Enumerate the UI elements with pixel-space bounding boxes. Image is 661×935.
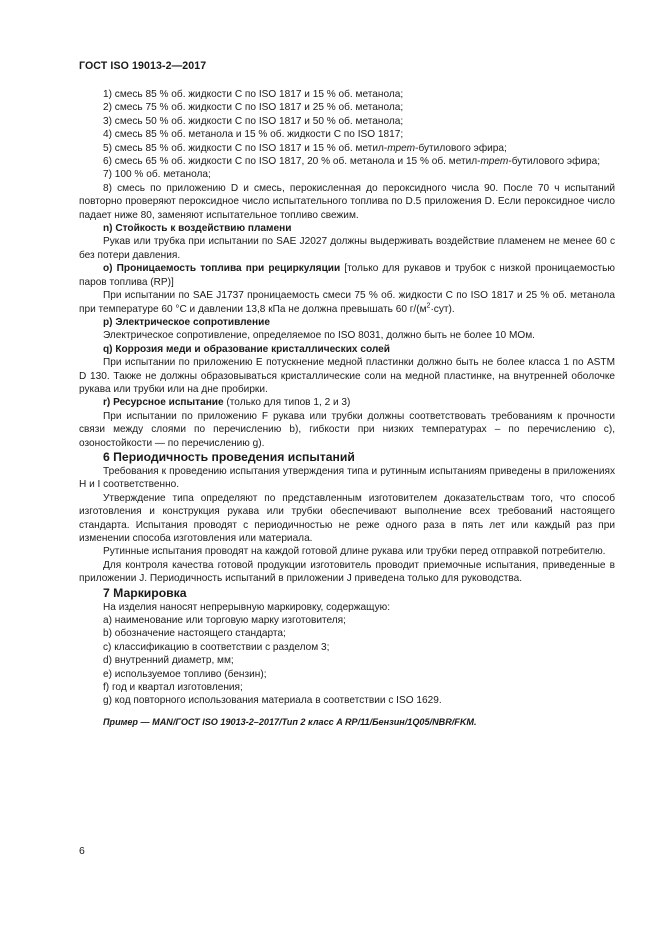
section-7-title: 7 Маркировка	[103, 585, 187, 600]
subsection-heading-line	[79, 262, 615, 289]
subsection-heading-note: [только для рукавов и трубок с низкой проницаемостью паров топлива (RP)]	[79, 263, 615, 288]
list-item-text: 5) смесь 85 % об. жидкости С по ISO 1817 и 15 % об. метил-	[103, 142, 388, 154]
list-item-text: -бутилового эфира;	[415, 142, 507, 154]
list-item: 7) 100 % об. метанола;	[103, 169, 211, 181]
paragraph: При испытании по приложению F рукава или трубки должны соответствовать требованиям к прочности связи между слоями по перечислению b), гибкости при низких температурах – по перечислению с), озоностойкости — по перечислению g).	[79, 410, 615, 449]
paragraph: При испытании по приложению Е потускнение медной пластинки должно быть не более класса 1 по ASTM D 130. Также не должны образовываться кристаллические соли на медной пластинке, на внутренней оболочке рукава или трубки или на дне пробирки.	[79, 357, 615, 395]
paragraph: Требования к проведению испытания утверждения типа и рутинным испытаниям приведены в приложениях Н и I соответственно.	[79, 465, 615, 491]
subsection-heading: p) Электрическое сопротивление	[103, 316, 270, 328]
list-item	[79, 142, 615, 155]
superscript: 2	[426, 302, 431, 310]
paragraph-text: При испытании по SAE J1737 проницаемость смеси 75 % об. жидкости С по ISO 1817 и 25 % об. метанола при температуре 60 °С и давлении 13,8 кПа не должна превышать 60 г/(м	[79, 290, 615, 315]
list-item: 2) смесь 75 % об. жидкости С по ISO 1817 и 25 % об. метанола;	[103, 102, 404, 114]
list-item: b) обозначение настоящего стандарта;	[103, 628, 286, 640]
section-6-title: 6 Периодичность проведения испытаний	[103, 449, 355, 464]
subsection-heading-line	[79, 396, 615, 409]
list-item: d) внутренний диаметр, мм;	[103, 655, 234, 667]
subsection-heading: o) Проницаемость топлива при рециркуляции	[103, 263, 341, 275]
list-item: 1) смесь 85 % об. жидкости С по ISO 1817 и 15 % об. метанола;	[103, 89, 404, 100]
paragraph-text: ·сут).	[430, 303, 455, 315]
list-item: f) год и квартал изготовления;	[103, 682, 243, 694]
list-item	[79, 155, 615, 168]
list-item: 4) смесь 85 % об. метанола и 15 % об. жидкости С по ISO 1817;	[103, 129, 404, 141]
page-header: ГОСТ ISO 19013-2—2017	[79, 60, 207, 72]
italic-term: трет	[480, 156, 509, 168]
paragraph: Рукав или трубка при испытании по SAE J2027 должны выдерживать воздействие пламенем не менее 60 с без потери давления.	[79, 236, 615, 261]
paragraph: Электрическое сопротивление, определяемое по ISO 8031, должно быть не более 10 МОм.	[103, 330, 535, 342]
list-item-text: 6) смесь 65 % об. жидкости С по ISO 1817, 20 % об. метанола и 15 % об. метил-	[103, 156, 481, 168]
list-item: g) код повторного использования материала в соответствии с ISO 1629.	[103, 695, 442, 707]
paragraph: Для контроля качества готовой продукции изготовитель проводит приемочные испытания, приведенные в приложении J. Периодичность испытаний в приложении J приведена только для руководства.	[79, 559, 615, 585]
list-item: 8) смесь по приложению D и смесь, перокисленная до пероксидного числа 90. После 70 ч испытаний повторно проверяют пероксидное число испытательного топлива по D.5 приложения D. Если пероксидное число падает ниже 80, заменяют испытательное топливо свежим.	[79, 182, 615, 221]
page-number: 6	[79, 846, 85, 857]
paragraph	[79, 289, 615, 316]
subsection-heading: r) Ресурсное испытание	[103, 397, 224, 409]
list-item: 3) смесь 50 % об. жидкости С по ISO 1817 и 50 % об. метанола;	[103, 115, 404, 127]
paragraph: Рутинные испытания проводят на каждой готовой длине рукава или трубки перед отправкой потребителю.	[103, 546, 606, 558]
subsection-heading: n) Стойкость к воздействию пламени	[103, 223, 292, 235]
subsection-heading: q) Коррозия меди и образование кристаллических солей	[103, 343, 390, 355]
subsection-heading-note: (только для типов 1, 2 и 3)	[223, 397, 351, 409]
list-item-text: -бутилового эфира;	[508, 156, 601, 168]
paragraph: На изделия наносят непрерывную маркировку, содержащую:	[103, 601, 391, 613]
list-item: e) используемое топливо (бензин);	[103, 668, 267, 680]
list-item: c) классификацию в соответствии с разделом 3;	[103, 641, 330, 653]
document-body	[79, 88, 615, 729]
italic-term: трет	[387, 142, 416, 154]
marking-example: Пример — MAN/ГОСТ ISO 19013-2–2017/Тип 2 класс A RP/11/Бензин/1Q05/NBR/FKM.	[103, 716, 477, 727]
list-item: a) наименование или торговую марку изготовителя;	[103, 615, 346, 627]
paragraph: Утверждение типа определяют по представленным изготовителем доказательствам того, что способ изготовления и конструкция рукава или трубки обеспечивают выполнение всех требований настоящего стандарта. Испытания проводят с периодичностью не реже одного раза в пять лет или каждый раз при изменении способа изготовления или материала.	[79, 492, 615, 544]
